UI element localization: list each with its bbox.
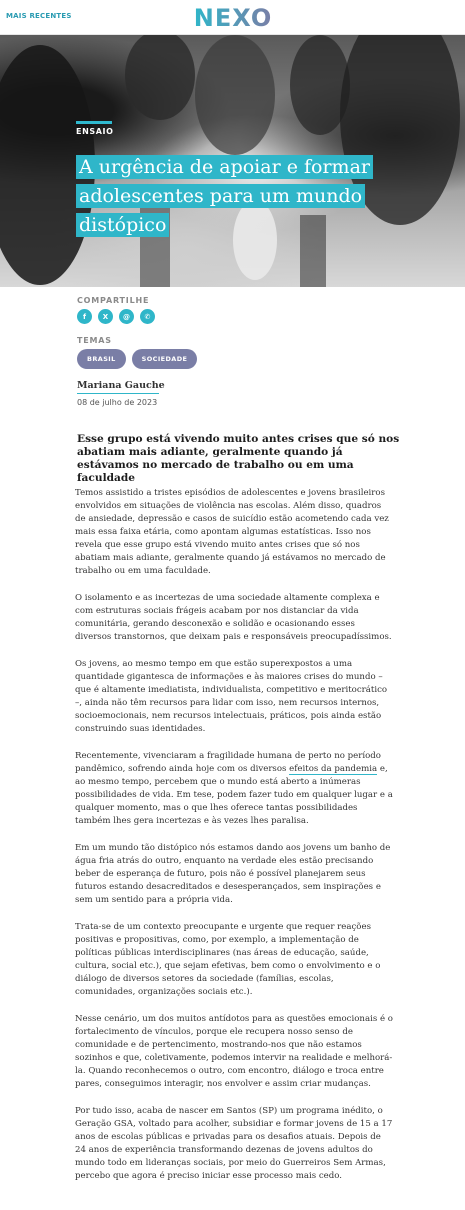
paragraph-8: Por tudo isso, acaba de nascer em Santos (SP) um programa inédito, o Geração GSA, voltado para acolher, subsidiar e formar jovens de 15 a 17 anos de escolas públicas e privadas para os desafios atuais. Depois de 24 anos de experiência transformando dezenas de jovens adultos do mundo todo em lideranças sociais, por meio do Guerreiros Sem Armas, percebo que agora é preciso iniciar esse processo mais cedo. (75, 1106, 393, 1181)
title-line-2: adolescentes para um mundo (76, 184, 365, 208)
share-buttons (77, 309, 397, 324)
paragraph-4-text-after: e, ao mesmo tempo, percebem que o mundo está aberto a inúmeras possibilidades de vida. Em tese, podem fazer tudo em qualquer lugar e a qualquer momento, mas o que lhes oferece tantas possibilidades também lhes gera incertezas e às vezes lhes paralisa. (75, 764, 393, 826)
logo-text: NEXO (193, 4, 272, 32)
article-title (76, 153, 406, 240)
hero-image (0, 35, 465, 287)
author-underline (77, 393, 159, 394)
recent-news-link[interactable]: MAIS RECENTES (6, 12, 72, 20)
x-twitter-icon[interactable]: X (98, 309, 113, 324)
article-meta (77, 296, 397, 407)
article-body (75, 487, 393, 1197)
paragraph-4-text-before: Recentemente, vivenciaram a fragilidade humana de perto no período pandêmico, sofrendo ainda hoje com os diversos (75, 751, 381, 774)
paragraph-5: Em um mundo tão distópico nós estamos dando aos jovens um banho de água fria atrás do outro, enquanto na verdade eles estão precisando beber de esperança de futuro, pois não é possível planejarem seus futuros estando desacreditados e desesperançados, sem inspirações e sem um sentido para a própria vida. (75, 843, 391, 905)
temas-label: TEMAS (77, 336, 112, 345)
article-lead: Esse grupo está vivendo muito antes crises que só nos abatiam mais adiante, geralmente quando já estávamos no mercado de trabalho ou em uma faculdade (77, 433, 400, 484)
paragraph-1: Temos assistido a tristes episódios de adolescentes e jovens brasileiros envolvidos em situações de violência nas escolas. Além disso, quadros de ansiedade, depressão e casos de suicídio estão acometendo cada vez mais essa faixa etária, como apontam algumas estatísticas. Isso nos revela que esse grupo está vivendo muito antes crises que só nos abatiam mais adiante, geralmente quando já estávamos no mercado de trabalho ou em uma faculdade. (75, 488, 389, 576)
paragraph-2: O isolamento e as incertezas de uma sociedade altamente complexa e com estruturas sociais frágeis acabam por nos distanciar da vida comunitária, gerando desconexão e solidão e ocasionando esses diversos transtornos, que deixam pais e responsáveis preocupadíssimos. (75, 593, 392, 642)
kicker-accent (76, 121, 112, 124)
paragraph-3: Os jovens, ao mesmo tempo em que estão superexpostos a uma quantidade gigantesca de informações e às maiores crises do mundo – que é altamente imediatista, individualista, competitivo e meritocrático –, ainda não têm recursos para lidar com isso, nem recursos internos, socioemocionais, nem recursos intelectuais, práticos, pois ainda estão construindo suas identidades. (75, 659, 388, 734)
title-line-3: distópico (76, 213, 169, 237)
tag-sociedade[interactable]: SOCIEDADE (132, 349, 198, 369)
author-name[interactable]: Mariana Gauche (77, 380, 165, 391)
email-icon[interactable]: @ (119, 309, 134, 324)
share-label: COMPARTILHE (77, 296, 150, 305)
tag-list (77, 349, 397, 369)
whatsapp-icon[interactable]: ✆ (140, 309, 155, 324)
publish-date: 08 de julho de 2023 (77, 398, 158, 407)
paragraph-7: Nesse cenário, um dos muitos antídotos para as questões emocionais é o fortalecimento de vínculos, porque ele recupera nosso senso de comunidade e de pertencimento, mostrando-nos que não estamos sozinhos e que, coletivamente, podemos intervir na realidade e melhorá-la. Quando reconhecemos o outro, com encontro, diálogo e troca entre pares, conseguimos interagir, nos envolver e assim criar mudanças. (75, 1014, 393, 1089)
nexo-logo[interactable] (190, 2, 276, 32)
top-bar (0, 0, 465, 35)
title-line-1: A urgência de apoiar e formar (76, 155, 373, 179)
paragraph-4 (75, 750, 393, 828)
facebook-icon[interactable]: f (77, 309, 92, 324)
tag-brasil[interactable]: BRASIL (77, 349, 126, 369)
section-kicker[interactable]: ENSAIO (76, 127, 114, 136)
paragraph-6: Trata-se de um contexto preocupante e urgente que requer reações positivas e propositivas, como, por exemplo, a implementação de políticas públicas interdisciplinares (nas áreas de educação, saúde, cultura, social etc.), que sejam efetivas, bem como o envolvimento e o diálogo de diversos setores da sociedade (famílias, escolas, comunidades, organizações sociais etc.). (75, 922, 381, 997)
pandemic-effects-link[interactable]: efeitos da pandemia (289, 764, 378, 774)
